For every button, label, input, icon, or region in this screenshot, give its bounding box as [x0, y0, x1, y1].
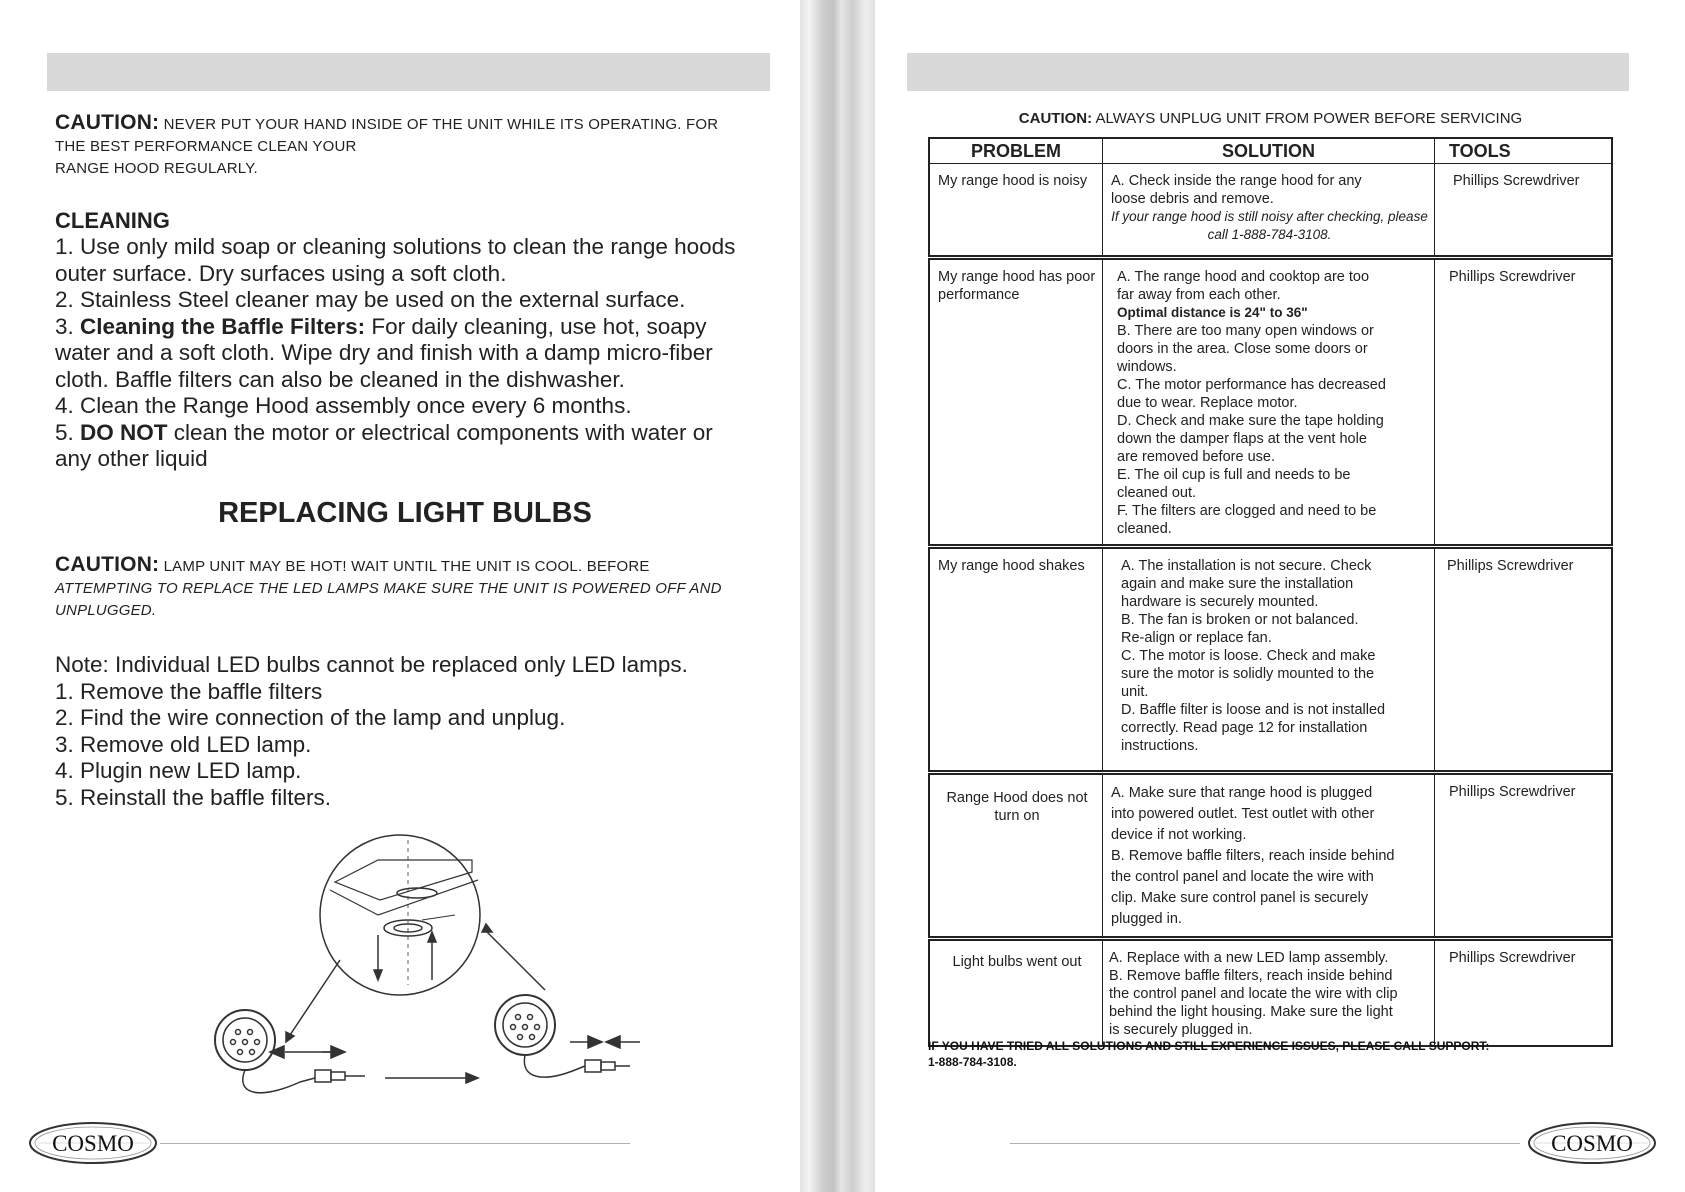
- solution-line: windows.: [1117, 359, 1177, 375]
- caution-text-line2: ATTEMPTING TO REPLACE THE LED LAMPS MAKE SURE THE UNIT IS POWERED OFF AND: [55, 580, 722, 597]
- item-rest: For daily cleaning, use hot, soapy: [365, 313, 707, 339]
- solution-cell: [1103, 164, 1435, 258]
- book-spine: [800, 0, 875, 1192]
- support-notice: [928, 1038, 1628, 1070]
- solution-line: cleaned.: [1117, 521, 1172, 537]
- solution-line: the control panel and locate the wire with: [1111, 869, 1374, 885]
- svg-text:COSMO: COSMO: [1551, 1131, 1633, 1156]
- solution-line: sure the motor is solidly mounted to the: [1121, 666, 1375, 682]
- cosmo-logo: [27, 1120, 159, 1166]
- solution-line: Re-align or replace fan.: [1121, 630, 1272, 646]
- solution-line: A. Make sure that range hood is plugged: [1111, 785, 1373, 801]
- solution-line: E. The oil cup is full and needs to be: [1117, 467, 1351, 483]
- footer-rule: [1010, 1143, 1520, 1144]
- solution-line: the control panel and locate the wire with clip: [1109, 986, 1398, 1002]
- solution-line: behind the light housing. Make sure the light: [1109, 1004, 1393, 1020]
- problem-cell: Range Hood does not turn on: [929, 773, 1103, 939]
- table-row: [929, 773, 1612, 939]
- replacing-step: 5. Reinstall the baffle filters.: [55, 784, 331, 810]
- problem-cell: Light bulbs went out: [929, 939, 1103, 1047]
- footer-rule: [160, 1143, 630, 1144]
- tools-cell: Phillips Screwdriver: [1435, 164, 1613, 258]
- replacing-step: 4. Plugin new LED lamp.: [55, 758, 302, 783]
- left-page: [0, 0, 800, 1192]
- cleaning-instructions: [55, 234, 785, 473]
- led-lamp-diagram: [200, 820, 660, 1100]
- solution-line: D. Baffle filter is loose and is not installed: [1121, 702, 1386, 718]
- solution-line: is securely plugged in.: [1109, 1022, 1253, 1038]
- item-bold: DO NOT: [80, 419, 168, 445]
- solution-line: are removed before use.: [1117, 449, 1275, 465]
- table-row: [929, 164, 1612, 258]
- table-row: [929, 939, 1612, 1047]
- tools-cell: Phillips Screwdriver: [1435, 939, 1613, 1047]
- replacing-step: 3. Remove old LED lamp.: [55, 731, 312, 757]
- solution-line: due to wear. Replace motor.: [1117, 395, 1298, 411]
- tools-cell: Phillips Screwdriver: [1435, 258, 1613, 547]
- tools-cell: Phillips Screwdriver: [1435, 547, 1613, 773]
- column-header-solution: SOLUTION: [1103, 138, 1435, 164]
- support-phone: 1-888-784-3108.: [928, 1055, 1017, 1069]
- solution-line: far away from each other.: [1117, 287, 1281, 303]
- problem-cell: My range hood has poor performance: [929, 258, 1103, 547]
- solution-line: B. Remove baffle filters, reach inside behind: [1111, 848, 1395, 864]
- cleaning-heading: CLEANING: [55, 208, 170, 233]
- zoom-circle: [320, 835, 480, 995]
- item-prefix: 3.: [55, 313, 81, 339]
- solution-line: clip. Make sure control panel is securely: [1111, 890, 1369, 906]
- solution-line: device if not working.: [1111, 827, 1247, 843]
- solution-line: correctly. Read page 12 for installation: [1121, 720, 1368, 736]
- caution-text: ALWAYS UNPLUG UNIT FROM POWER BEFORE SERVICING: [1092, 110, 1523, 127]
- solution-line: loose debris and remove.: [1111, 191, 1274, 207]
- table-row: [929, 258, 1612, 547]
- caution-label: CAUTION:: [55, 553, 160, 576]
- cleaning-item-4: 4. Clean the Range Hood assembly once every 6 months.: [55, 393, 632, 418]
- replacing-caution: [55, 554, 795, 622]
- replacing-step: 1. Remove the baffle filters: [55, 678, 323, 704]
- solution-line: hardware is securely mounted.: [1121, 594, 1319, 610]
- cleaning-caution: [55, 112, 775, 180]
- caution-text-line2: THE BEST PERFORMANCE CLEAN YOUR: [55, 138, 357, 155]
- tools-cell: Phillips Screwdriver: [1435, 773, 1613, 939]
- solution-line: C. The motor is loose. Check and make: [1121, 648, 1376, 664]
- item-rest: clean the motor or electrical components with water or: [167, 419, 713, 445]
- solution-line: C. The motor performance has decreased: [1117, 377, 1386, 393]
- cleaning-line: 1. Use only mild soap or cleaning solutions to clean the range hoods: [55, 234, 736, 259]
- column-header-tools: TOOLS: [1435, 138, 1613, 164]
- caution-label: CAUTION:: [1018, 110, 1093, 127]
- solution-cell: [1103, 939, 1435, 1047]
- solution-line: again and make sure the installation: [1121, 576, 1354, 592]
- cleaning-line: 2. Stainless Steel cleaner may be used on the external surface.: [55, 287, 686, 312]
- solution-line: cleaned out.: [1117, 485, 1197, 501]
- svg-text:COSMO: COSMO: [52, 1131, 134, 1156]
- cleaning-line: any other liquid: [55, 446, 208, 471]
- replacing-note: Note: Individual LED bulbs cannot be replaced only LED lamps.: [55, 652, 688, 677]
- table-header-row: [929, 138, 1612, 164]
- replacing-step: 2. Find the wire connection of the lamp and unplug.: [55, 705, 566, 730]
- solution-emphasis: Optimal distance is 24" to 36": [1117, 305, 1308, 320]
- solution-line: A. Check inside the range hood for any: [1111, 173, 1362, 189]
- solution-line: into powered outlet. Test outlet with other: [1111, 806, 1375, 822]
- cleaning-item-3: [55, 314, 785, 341]
- solution-line: doors in the area. Close some doors or: [1117, 341, 1368, 357]
- problem-cell: My range hood is noisy: [929, 164, 1103, 258]
- solution-line: B. The fan is broken or not balanced.: [1121, 612, 1359, 628]
- solution-cell: [1103, 773, 1435, 939]
- table-row: [929, 547, 1612, 773]
- cleaning-line: outer surface. Dry surfaces using a soft cloth.: [55, 260, 507, 286]
- column-header-problem: PROBLEM: [929, 138, 1103, 164]
- solution-note: If your range hood is still noisy after checking, please call 1-888-784-3108.: [1111, 209, 1428, 242]
- caution-label: CAUTION:: [55, 111, 160, 134]
- solution-line: A. Replace with a new LED lamp assembly.: [1109, 950, 1389, 966]
- solution-line: down the damper flaps at the vent hole: [1117, 431, 1367, 447]
- left-header-bar: [47, 53, 770, 91]
- support-line: IF YOU HAVE TRIED ALL SOLUTIONS AND STILL EXPERIENCE ISSUES, PLEASE CALL SUPPORT:: [928, 1039, 1490, 1053]
- cleaning-line: water and a soft cloth. Wipe dry and finish with a damp micro-fiber: [55, 340, 713, 365]
- caution-text-line3: UNPLUGGED.: [55, 602, 157, 619]
- solution-line: plugged in.: [1111, 911, 1182, 927]
- solution-cell: [1103, 258, 1435, 547]
- troubleshooting-table: [928, 137, 1613, 1047]
- caution-text-line1: NEVER PUT YOUR HAND INSIDE OF THE UNIT WHILE ITS OPERATING. FOR: [163, 116, 719, 133]
- cleaning-line: cloth. Baffle filters can also be cleaned in the dishwasher.: [55, 366, 625, 392]
- replacing-steps: [55, 652, 785, 811]
- solution-cell: [1103, 547, 1435, 773]
- solution-line: instructions.: [1121, 738, 1199, 754]
- cosmo-logo: [1526, 1120, 1658, 1166]
- solution-line: A. The range hood and cooktop are too: [1117, 269, 1370, 285]
- item-bold: Cleaning the Baffle Filters:: [80, 313, 366, 339]
- solution-line: B. There are too many open windows or: [1117, 323, 1374, 339]
- caution-text-line3: RANGE HOOD REGULARLY.: [55, 160, 258, 177]
- caution-text-line1: LAMP UNIT MAY BE HOT! WAIT UNTIL THE UNIT IS COOL. BEFORE: [163, 558, 650, 575]
- solution-line: B. Remove baffle filters, reach inside behind: [1109, 968, 1393, 984]
- cleaning-item-5: [55, 420, 785, 447]
- solution-line: F. The filters are clogged and need to be: [1117, 503, 1377, 519]
- item-prefix: 5.: [55, 419, 81, 445]
- service-caution: [928, 110, 1613, 127]
- solution-line: D. Check and make sure the tape holding: [1117, 413, 1384, 429]
- solution-line: A. The installation is not secure. Check: [1121, 558, 1372, 574]
- solution-line: unit.: [1121, 684, 1149, 700]
- problem-cell: My range hood shakes: [929, 547, 1103, 773]
- right-header-bar: [907, 53, 1629, 91]
- replacing-heading: REPLACING LIGHT BULBS: [218, 497, 592, 529]
